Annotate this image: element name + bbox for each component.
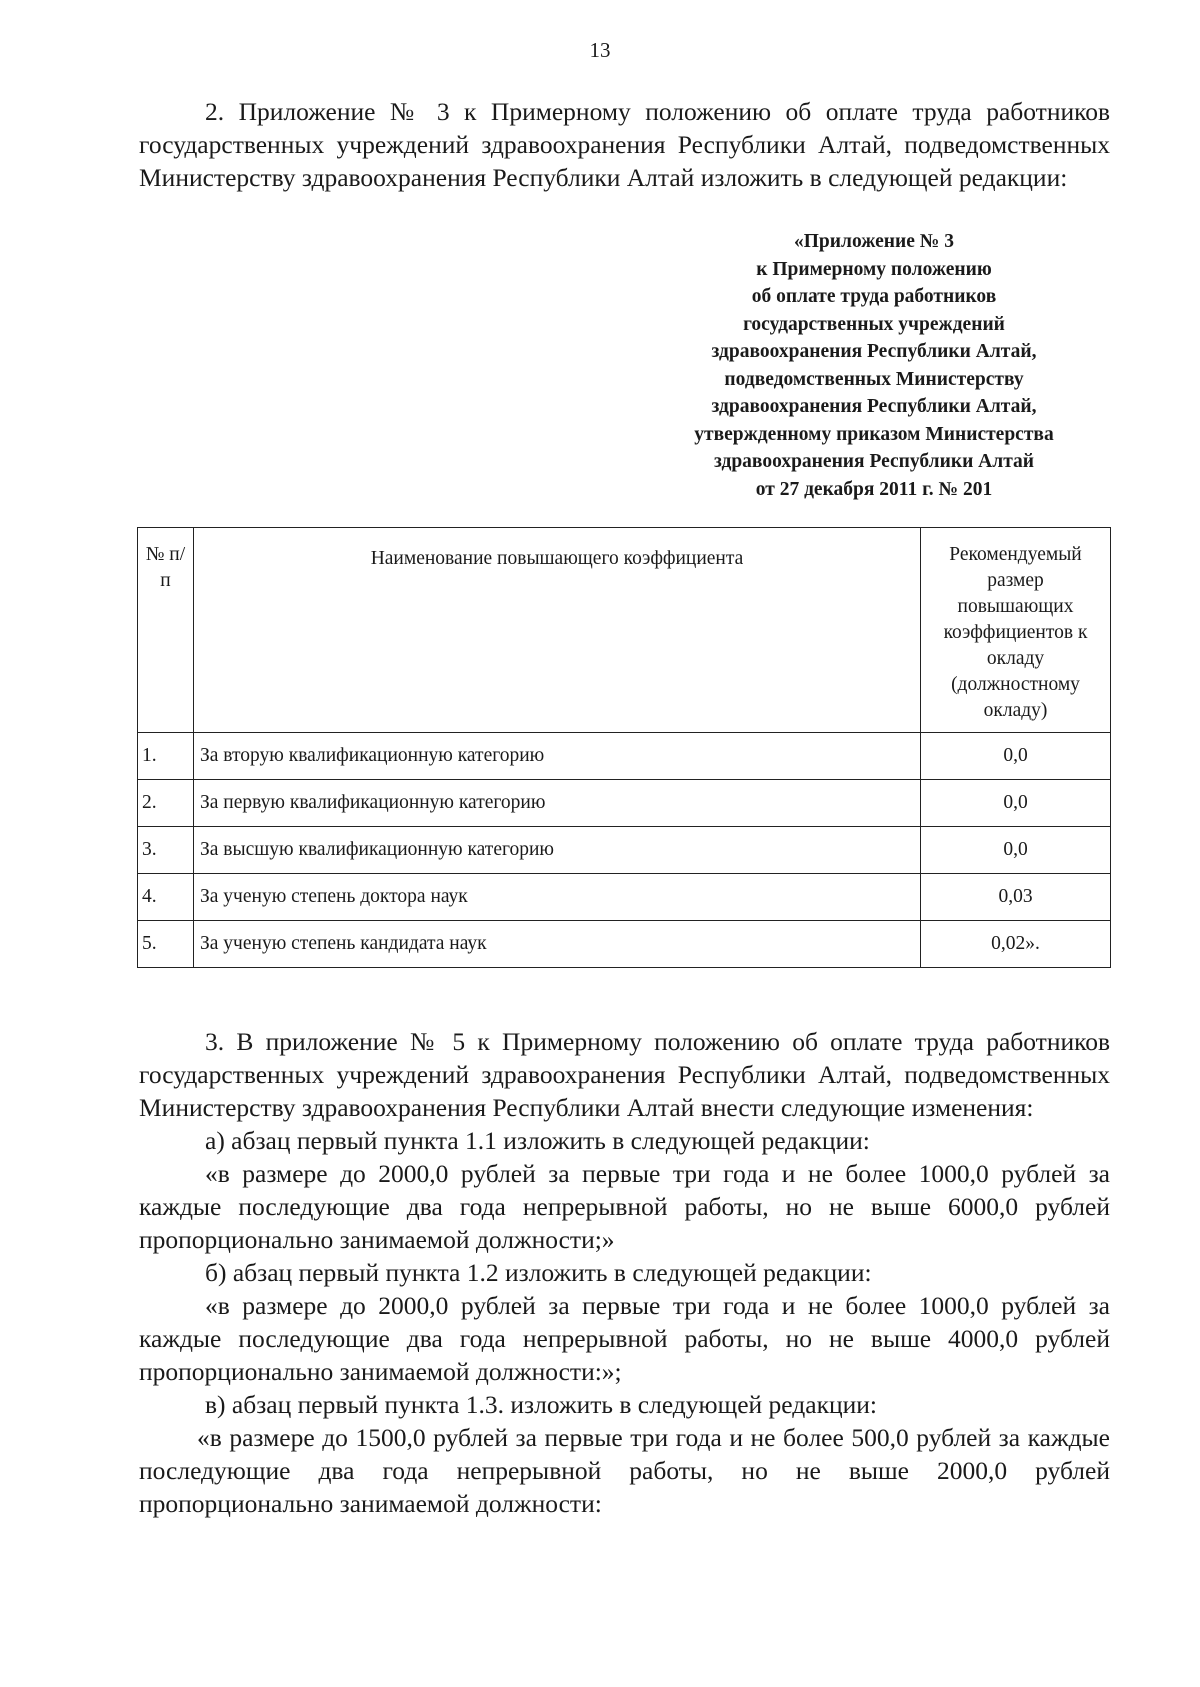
row-value: 0,0 xyxy=(921,827,1111,874)
row-name: За первую квалификационную категорию xyxy=(194,780,921,827)
item-c-title: в) абзац первый пункта 1.3. изложить в следующей редакции: xyxy=(205,1390,877,1419)
header-num: № п/п xyxy=(138,528,194,733)
item-c-text: «в размере до 1500,0 рублей за первые три года и не более 500,0 рублей за каждые последующие два года непрерывной работы, но не выше 2000,0 рублей пропорционально занимаемой должности: xyxy=(139,1423,1110,1518)
row-name: За ученую степень кандидата наук xyxy=(194,921,921,968)
annex-header-line: здравоохранения Республики Алтай, xyxy=(711,396,1037,417)
table-row xyxy=(138,780,1111,827)
annex-header-line: от 27 декабря 2011 г. № 201 xyxy=(755,478,993,500)
row-num: 2. xyxy=(138,780,194,827)
row-name: За ученую степень доктора наук xyxy=(194,874,921,921)
section-3-intro: 3. В приложение № 5 к Примерному положению об оплате труда работников государственных учреждений здравоохранения Республики Алтай, подведомственных Министерству здравоохранения Республики Алтай внести следующие изменения: xyxy=(139,1027,1110,1122)
annex-header xyxy=(632,228,1116,503)
section-3 xyxy=(139,1025,1110,1520)
annex-header-line: об оплате труда работников xyxy=(751,286,997,307)
row-value: 0,03 xyxy=(921,874,1111,921)
row-name: За высшую квалификационную категорию xyxy=(194,827,921,874)
item-b-text: «в размере до 2000,0 рублей за первые три года и не более 1000,0 рублей за каждые последующие два года непрерывной работы, но не выше 4000,0 рублей пропорционально занимаемой должности:»; xyxy=(139,1291,1110,1386)
table-row xyxy=(138,921,1111,968)
item-a-title: а) абзац первый пункта 1.1 изложить в следующей редакции: xyxy=(205,1126,870,1155)
table-row xyxy=(138,874,1111,921)
table-row xyxy=(138,733,1111,780)
annex-header-line: здравоохранения Республики Алтай xyxy=(713,451,1035,472)
row-num: 4. xyxy=(138,874,194,921)
coefficients-table xyxy=(137,527,1111,968)
header-name: Наименование повышающего коэффициента xyxy=(194,528,921,733)
section-2-paragraph: 2. Приложение № 3 к Примерному положению об оплате труда работников государственных учреждений здравоохранения Республики Алтай, подведомственных Министерству здравоохранения Республики Алтай изложить в следующей редакции: xyxy=(139,97,1110,192)
row-value: 0,02». xyxy=(921,921,1111,968)
annex-header-line: к Примерному положению xyxy=(756,258,992,280)
annex-header-line: подведомственных Министерству xyxy=(724,368,1024,390)
row-num: 5. xyxy=(138,921,194,968)
row-num: 1. xyxy=(138,733,194,780)
item-b-title: б) абзац первый пункта 1.2 изложить в следующей редакции: xyxy=(205,1258,872,1287)
table-header-row xyxy=(138,528,1111,733)
annex-header-line: «Приложение № 3 xyxy=(794,231,954,252)
item-a-text: «в размере до 2000,0 рублей за первые три года и не более 1000,0 рублей за каждые последующие два года непрерывной работы, но не выше 6000,0 рублей пропорционально занимаемой должности;» xyxy=(139,1159,1110,1254)
row-num: 3. xyxy=(138,827,194,874)
page-number: 13 xyxy=(589,38,611,62)
section-2 xyxy=(139,95,1110,194)
annex-header-line: здравоохранения Республики Алтай, xyxy=(711,341,1037,362)
annex-header-line: государственных учреждений xyxy=(743,313,1005,335)
row-value: 0,0 xyxy=(921,733,1111,780)
header-value: Рекомендуемый размер повышающих коэффициентов к окладу (должностному окладу) xyxy=(921,528,1111,733)
annex-header-line: утвержденному приказом Министерства xyxy=(694,423,1054,445)
row-name: За вторую квалификационную категорию xyxy=(194,733,921,780)
table-row xyxy=(138,827,1111,874)
row-value: 0,0 xyxy=(921,780,1111,827)
